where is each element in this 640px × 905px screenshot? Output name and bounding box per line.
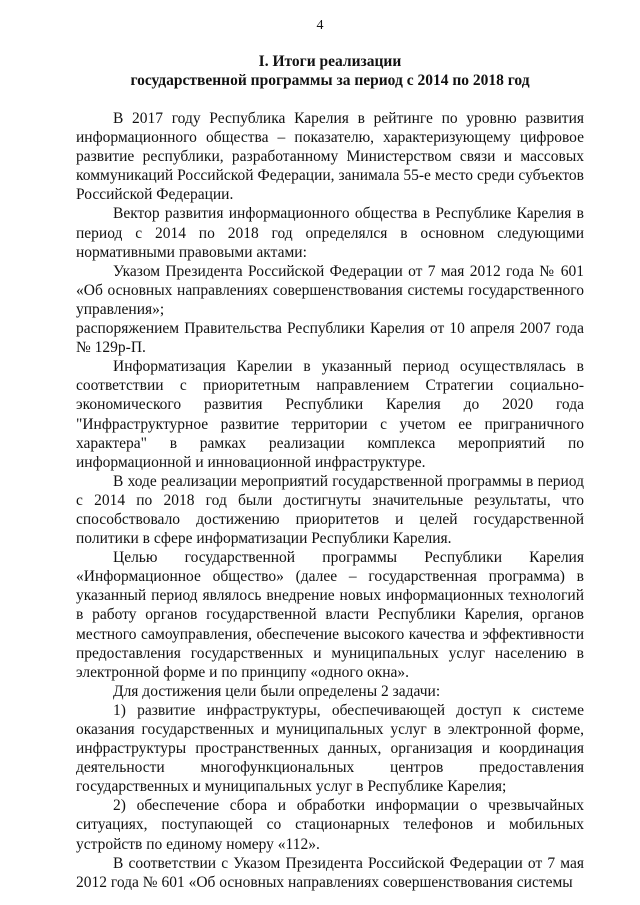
paragraph-task-2: 2) обеспечение сбора и обработки информации о чрезвычайных ситуациях, поступающей со стационарных телефонов и мобильных устройств по единому номеру «112». <box>76 797 584 853</box>
paragraph-order: распоряжением Правительства Республики Карелия от 10 апреля 2007 года № 129р-П. <box>76 320 584 357</box>
section-heading-line-2: государственной программы за период с 2014 по 2018 год <box>130 72 530 89</box>
paragraph-task-1: 1) развитие инфраструктуры, обеспечивающей доступ к системе оказания государственных и муниципальных услуг в электронной форме, инфраструктуры пространственных данных, организация и координация деятельности многофункциональных центров предоставления государственных и муниципальных услуг в Республике Карелия; <box>76 701 584 796</box>
paragraph-results: В ходе реализации мероприятий государственной программы в период с 2014 по 2018 год были достигнуты значительные результаты, что способствовало достижению приоритетов и целей государственной политики в сфере информатизации Республики Карелия. <box>76 472 584 548</box>
page-number: 4 <box>316 18 324 33</box>
section-heading-line-1: I. Итоги реализации <box>258 53 402 70</box>
paragraph-tasks-intro: Для достижения цели были определены 2 задачи: <box>113 682 441 700</box>
paragraph-rating: В 2017 году Республика Карелия в рейтинге по уровню развития информационного общества – показателю, характеризующему цифровое развитие республики, разработанному Министерством связи и массовых коммуникаций Российской Федерации, занимала 55-е место среди субъектов Российской Федерации. <box>76 110 584 204</box>
paragraph-informatization: Информатизация Карелии в указанный период осуществлялась в соответствии с приоритетным направлением Стратегии социально-экономического развития Республики Карелия до 2020 года "Инфраструктурное развитие территории с учетом ее приграничного характера" в рамках реализации комплекса мероприятий по информационной и инновационной инфраструктуре. <box>76 358 584 471</box>
section-heading <box>80 52 580 90</box>
paragraph-vector: Вектор развития информационного общества в Республике Карелия в период с 2014 по 2018 год определялся в основном следующими нормативными правовыми актами: <box>76 205 584 261</box>
paragraph-goal: Целью государственной программы Республики Карелия «Информационное общество» (далее – государственная программа) в указанный период являлось внедрение новых информационных технологий в работу органов государственной власти Республики Карелия, органов местного самоуправления, обеспечение высокого качества и эффективности предоставления государственных и муниципальных услуг населению в электронной форме и по принципу «одного окна». <box>76 549 584 681</box>
paragraph-decree: Указом Президента Российской Федерации от 7 мая 2012 года № 601 «Об основных направлениях совершенствования системы государственного управления»; <box>76 262 584 318</box>
body-text <box>76 109 584 892</box>
paragraph-accordance: В соответствии с Указом Президента Российской Федерации от 7 мая 2012 года № 601 «Об основных направлениях совершенствования системы <box>76 854 584 891</box>
